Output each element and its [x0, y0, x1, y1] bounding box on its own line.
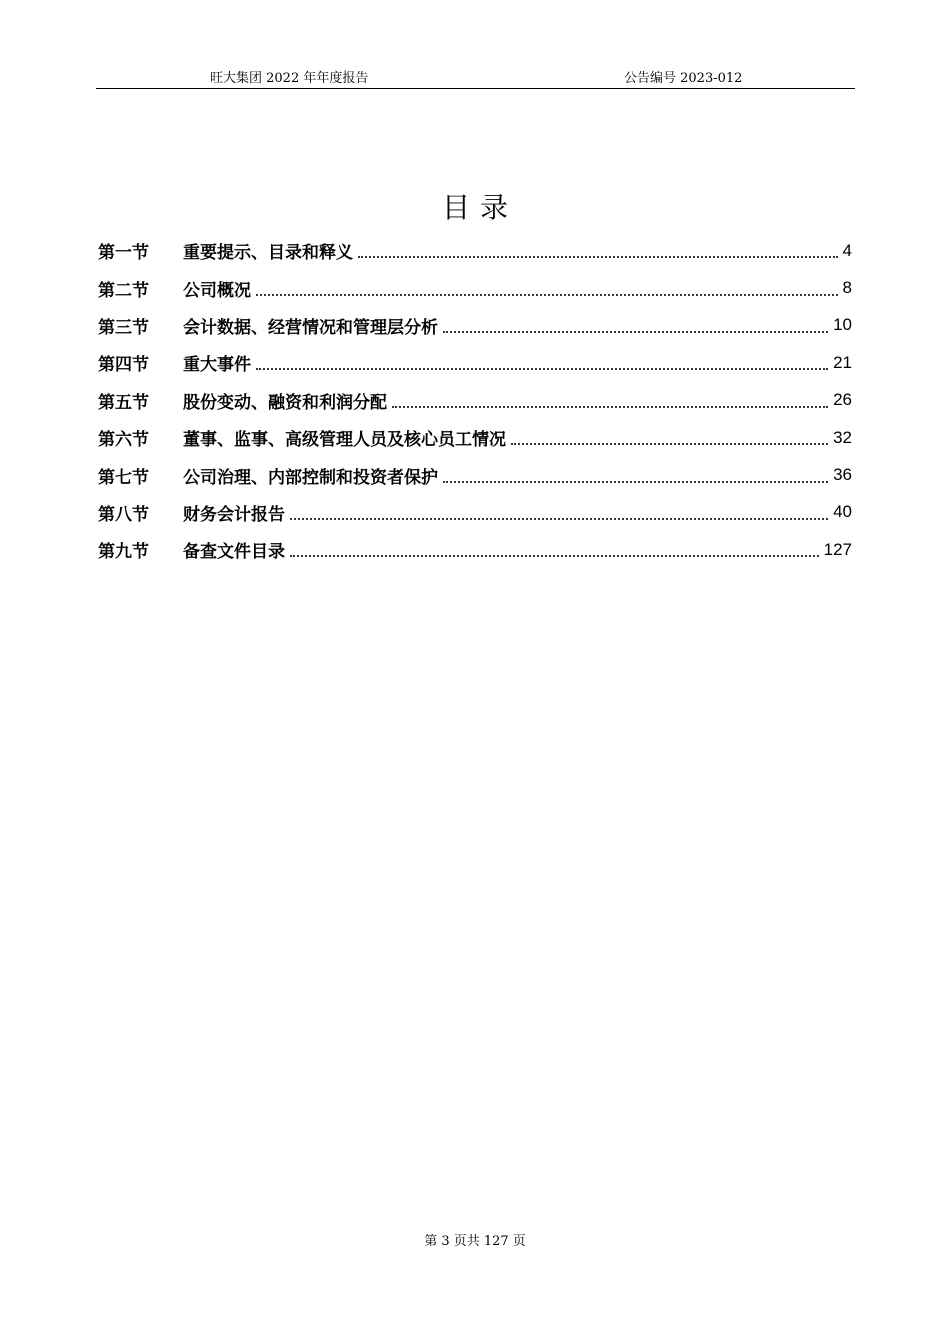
- toc-entry-title: 重要提示、目录和释义: [183, 243, 353, 264]
- toc-entry-page: 26: [833, 390, 852, 410]
- toc-entry-page: 32: [833, 427, 852, 447]
- toc-entry-leader: [256, 293, 838, 296]
- toc-entry[interactable]: [98, 456, 852, 493]
- table-of-contents: [98, 232, 852, 569]
- toc-entry-leader: [511, 442, 828, 445]
- toc-entry-title: 董事、监事、高级管理人员及核心员工情况: [183, 430, 506, 451]
- toc-entry-leader: [290, 554, 819, 557]
- toc-entry-section: 第五节: [98, 392, 149, 413]
- toc-entry-section: 第二节: [98, 280, 149, 301]
- toc-entry-section: 第三节: [98, 317, 149, 338]
- toc-entry-title: 备查文件目录: [183, 542, 285, 563]
- toc-entry-section: 第七节: [98, 467, 149, 488]
- toc-entry-page: 21: [833, 352, 852, 372]
- page-footer: 第 3 页共 127 页: [424, 1234, 526, 1249]
- toc-entry-title: 财务会计报告: [183, 504, 285, 525]
- toc-entry[interactable]: [98, 269, 852, 306]
- toc-entry-section: 第九节: [98, 542, 149, 563]
- toc-entry-section: 第六节: [98, 430, 149, 451]
- toc-entry-page: 10: [833, 315, 852, 335]
- toc-entry[interactable]: [98, 307, 852, 344]
- toc-entry-leader: [256, 367, 828, 370]
- toc-entry[interactable]: [98, 419, 852, 456]
- toc-entry[interactable]: [98, 232, 852, 269]
- toc-entry[interactable]: [98, 382, 852, 419]
- page-header: [96, 62, 855, 89]
- toc-entry-leader: [392, 405, 828, 408]
- toc-entry-page: 4: [842, 240, 852, 260]
- toc-entry[interactable]: [98, 344, 852, 381]
- toc-entry-page: 8: [842, 278, 852, 298]
- toc-entry-title: 公司治理、内部控制和投资者保护: [183, 467, 438, 488]
- toc-entry-title: 会计数据、经营情况和管理层分析: [183, 317, 438, 338]
- toc-entry[interactable]: [98, 494, 852, 531]
- toc-entry-page: 127: [823, 539, 852, 559]
- toc-entry-leader: [443, 480, 828, 483]
- toc-entry-page: 40: [833, 502, 852, 522]
- header-announcement-number: 公告编号 2023-012: [624, 71, 743, 86]
- toc-entry-leader: [358, 255, 838, 258]
- toc-entry-leader: [443, 330, 828, 333]
- toc-entry-title: 公司概况: [183, 280, 251, 301]
- toc-entry-page: 36: [833, 465, 852, 485]
- toc-entry-leader: [290, 517, 828, 520]
- toc-title: 目录: [441, 191, 518, 224]
- toc-entry-section: 第一节: [98, 243, 149, 264]
- toc-entry-title: 重大事件: [183, 355, 251, 376]
- toc-entry-section: 第四节: [98, 355, 149, 376]
- toc-entry-title: 股份变动、融资和利润分配: [183, 392, 387, 413]
- toc-entry[interactable]: [98, 531, 852, 568]
- toc-entry-section: 第八节: [98, 504, 149, 525]
- header-report-title: 旺大集团 2022 年年度报告: [210, 71, 369, 86]
